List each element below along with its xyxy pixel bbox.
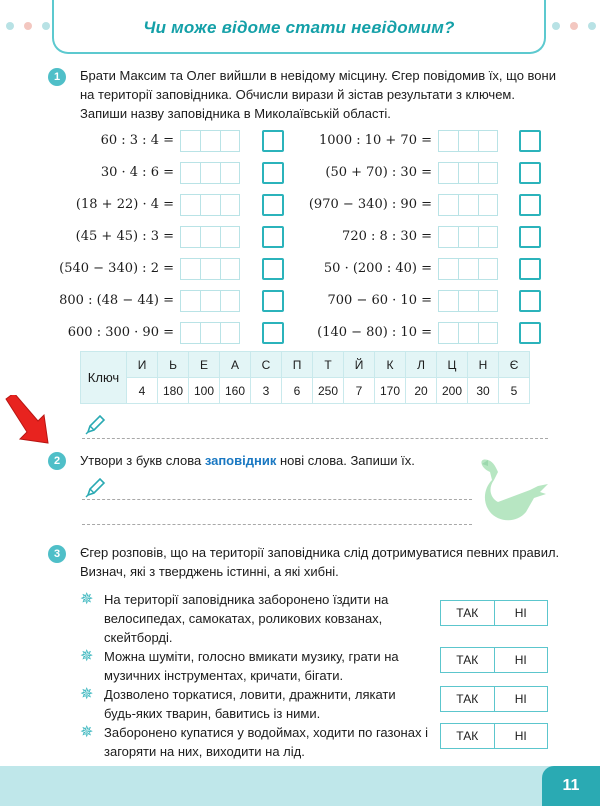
statement-text: Заборонено купатися у водоймах, ходити по газонах і загоряти на них, виходити на лід.	[104, 725, 428, 759]
result-cells	[438, 322, 498, 344]
page-title-box	[52, 0, 546, 54]
result-digit-cell[interactable]	[438, 322, 458, 344]
result-digit-cell[interactable]	[180, 162, 200, 184]
result-digit-cell[interactable]	[478, 290, 498, 312]
result-digit-cell[interactable]	[478, 130, 498, 152]
key-value: 160	[220, 378, 251, 404]
key-value: 200	[437, 378, 468, 404]
key-letter: Є	[499, 352, 530, 378]
key-value: 30	[468, 378, 499, 404]
letter-answer-box[interactable]	[519, 130, 541, 152]
expression-text: 30 · 4 : 6 =	[100, 165, 174, 180]
letter-answer-box[interactable]	[262, 258, 284, 280]
expression-text: 800 : (48 − 44) =	[59, 293, 174, 308]
answer-line-3[interactable]	[82, 524, 472, 525]
key-value: 5	[499, 378, 530, 404]
result-digit-cell[interactable]	[200, 226, 220, 248]
true-false-choice	[440, 600, 548, 626]
letter-answer-box[interactable]	[262, 194, 284, 216]
result-cells	[438, 258, 498, 280]
expression-text: (50 + 70) : 30 =	[325, 165, 432, 180]
letter-answer-box[interactable]	[519, 226, 541, 248]
result-digit-cell[interactable]	[458, 290, 478, 312]
letter-answer-box[interactable]	[262, 226, 284, 248]
result-cells	[438, 290, 498, 312]
result-cells	[438, 194, 498, 216]
task-3-number: 3	[48, 545, 66, 563]
key-letter: И	[127, 352, 158, 378]
task-2-text-before: Утвори з букв слова	[80, 453, 205, 468]
result-digit-cell[interactable]	[220, 258, 240, 280]
result-digit-cell[interactable]	[200, 130, 220, 152]
letter-answer-box[interactable]	[519, 290, 541, 312]
letter-answer-box[interactable]	[262, 322, 284, 344]
result-cells	[180, 322, 240, 344]
letter-answer-box[interactable]	[519, 194, 541, 216]
result-digit-cell[interactable]	[478, 162, 498, 184]
key-value: 170	[375, 378, 406, 404]
expression-text: (45 + 45) : 3 =	[75, 229, 174, 244]
page-title: Чи може відоме стати невідомим?	[143, 18, 455, 37]
expression-text: (18 + 22) · 4 =	[75, 197, 174, 212]
result-digit-cell[interactable]	[458, 130, 478, 152]
result-digit-cell[interactable]	[478, 226, 498, 248]
result-digit-cell[interactable]	[458, 258, 478, 280]
result-cells	[180, 290, 240, 312]
result-cells	[438, 130, 498, 152]
result-digit-cell[interactable]	[220, 290, 240, 312]
result-cells	[438, 162, 498, 184]
task-2-highlight-word: заповідник	[204, 453, 277, 468]
answer-line-2[interactable]	[82, 499, 472, 500]
result-digit-cell[interactable]	[438, 290, 458, 312]
key-value: 20	[406, 378, 437, 404]
key-label: Ключ	[81, 352, 127, 404]
true-option[interactable]: ТАК	[441, 724, 495, 748]
false-option[interactable]: НІ	[514, 729, 527, 743]
true-false-choice	[440, 723, 548, 749]
expression-text: (970 − 340) : 90 =	[308, 197, 432, 212]
result-cells	[180, 258, 240, 280]
key-value: 3	[251, 378, 282, 404]
pencil-icon	[84, 477, 106, 499]
result-digit-cell[interactable]	[200, 290, 220, 312]
statement-text: Можна шуміти, голосно вмикати музику, грати на музичних інструментах, кричати, бігати.	[104, 649, 399, 683]
result-digit-cell[interactable]	[180, 322, 200, 344]
result-digit-cell[interactable]	[220, 194, 240, 216]
result-digit-cell[interactable]	[200, 162, 220, 184]
key-letter: Т	[313, 352, 344, 378]
true-option[interactable]: ТАК	[441, 687, 495, 711]
letter-answer-box[interactable]	[519, 258, 541, 280]
result-cells	[180, 226, 240, 248]
result-digit-cell[interactable]	[458, 162, 478, 184]
expression-text: 600 : 300 · 90 =	[67, 325, 174, 340]
result-digit-cell[interactable]	[458, 226, 478, 248]
key-value: 4	[127, 378, 158, 404]
expression-text: (140 − 80) : 10 =	[317, 325, 432, 340]
key-letter: Н	[468, 352, 499, 378]
expression-text: 1000 : 10 + 70 =	[319, 133, 432, 148]
page-number: 11	[542, 766, 600, 806]
footer-band	[0, 766, 600, 806]
key-value: 250	[313, 378, 344, 404]
sun-bullet-icon: ✵	[80, 648, 94, 665]
key-letter: П	[282, 352, 313, 378]
result-digit-cell[interactable]	[180, 226, 200, 248]
statement-text: Дозволено торкатися, ловити, дражнити, лякати будь-яких тварин, бавитись із ними.	[104, 687, 396, 721]
result-digit-cell[interactable]	[220, 226, 240, 248]
key-value: 180	[158, 378, 189, 404]
task-2-text-after: нові слова. Запиши їх.	[276, 453, 415, 468]
key-letters-row	[81, 352, 530, 378]
result-digit-cell[interactable]	[438, 194, 458, 216]
key-letter: С	[251, 352, 282, 378]
key-letter: Й	[344, 352, 375, 378]
result-digit-cell[interactable]	[180, 194, 200, 216]
true-false-choice	[440, 686, 548, 712]
key-letter: Л	[406, 352, 437, 378]
expression-text: 720 : 8 : 30 =	[342, 229, 432, 244]
expression-text: 50 · (200 : 40) =	[323, 261, 432, 276]
result-digit-cell[interactable]	[220, 130, 240, 152]
result-cells	[180, 194, 240, 216]
red-arrow-icon	[2, 395, 50, 445]
key-letter: Ц	[437, 352, 468, 378]
key-value: 100	[189, 378, 220, 404]
expression-text: (540 − 340) : 2 =	[59, 261, 174, 276]
key-values-row	[81, 378, 530, 404]
pencil-icon	[84, 414, 106, 436]
task-1-text: Брати Максим та Олег вийшли в невідому місцину. Єгер повідомив їх, що вони на території заповідника. Обчисли вирази й зістав результати з ключем. Запиши назву заповідника в Миколаївській області.	[80, 68, 556, 121]
result-cells	[180, 162, 240, 184]
answer-line-1[interactable]	[82, 438, 548, 439]
false-option[interactable]: НІ	[514, 653, 527, 667]
key-value: 6	[282, 378, 313, 404]
false-option[interactable]: НІ	[514, 606, 527, 620]
sun-bullet-icon: ✵	[80, 591, 94, 608]
sun-bullet-icon: ✵	[80, 686, 94, 703]
letter-answer-box[interactable]	[262, 162, 284, 184]
sun-bullet-icon: ✵	[80, 724, 94, 741]
result-digit-cell[interactable]	[200, 258, 220, 280]
letter-answer-box[interactable]	[262, 130, 284, 152]
result-digit-cell[interactable]	[438, 226, 458, 248]
result-cells	[438, 226, 498, 248]
result-digit-cell[interactable]	[478, 194, 498, 216]
result-digit-cell[interactable]	[438, 162, 458, 184]
key-value: 7	[344, 378, 375, 404]
task-2-text	[80, 451, 460, 470]
result-digit-cell[interactable]	[438, 130, 458, 152]
task-3-text: Єгер розповів, що на території заповідника слід дотримуватися певних правил. Визнач, які з тверджень істинні, а які хибні.	[80, 545, 560, 579]
letter-answer-box[interactable]	[519, 162, 541, 184]
result-digit-cell[interactable]	[180, 258, 200, 280]
result-digit-cell[interactable]	[220, 162, 240, 184]
result-digit-cell[interactable]	[438, 258, 458, 280]
result-cells	[180, 130, 240, 152]
result-digit-cell[interactable]	[180, 130, 200, 152]
result-digit-cell[interactable]	[458, 194, 478, 216]
statement-text: На території заповідника заборонено їздити на велосипедах, самокатах, роликових ковзанах, скейтборді.	[104, 592, 389, 645]
result-digit-cell[interactable]	[220, 322, 240, 344]
swan-illustration	[472, 458, 552, 528]
true-option[interactable]: ТАК	[441, 648, 495, 672]
key-letter: А	[220, 352, 251, 378]
true-false-choice	[440, 647, 548, 673]
result-digit-cell[interactable]	[200, 322, 220, 344]
key-letter: Е	[189, 352, 220, 378]
task-2-number: 2	[48, 452, 66, 470]
false-option[interactable]: НІ	[514, 692, 527, 706]
letter-answer-box[interactable]	[262, 290, 284, 312]
key-table	[80, 351, 530, 404]
task-1-number: 1	[48, 68, 66, 86]
result-digit-cell[interactable]	[200, 194, 220, 216]
result-digit-cell[interactable]	[478, 322, 498, 344]
key-letter: Ь	[158, 352, 189, 378]
expression-text: 60 : 3 : 4 =	[100, 133, 174, 148]
key-letter: К	[375, 352, 406, 378]
expression-text: 700 − 60 · 10 =	[327, 293, 432, 308]
result-digit-cell[interactable]	[180, 290, 200, 312]
result-digit-cell[interactable]	[478, 258, 498, 280]
letter-answer-box[interactable]	[519, 322, 541, 344]
result-digit-cell[interactable]	[458, 322, 478, 344]
true-option[interactable]: ТАК	[441, 601, 495, 625]
